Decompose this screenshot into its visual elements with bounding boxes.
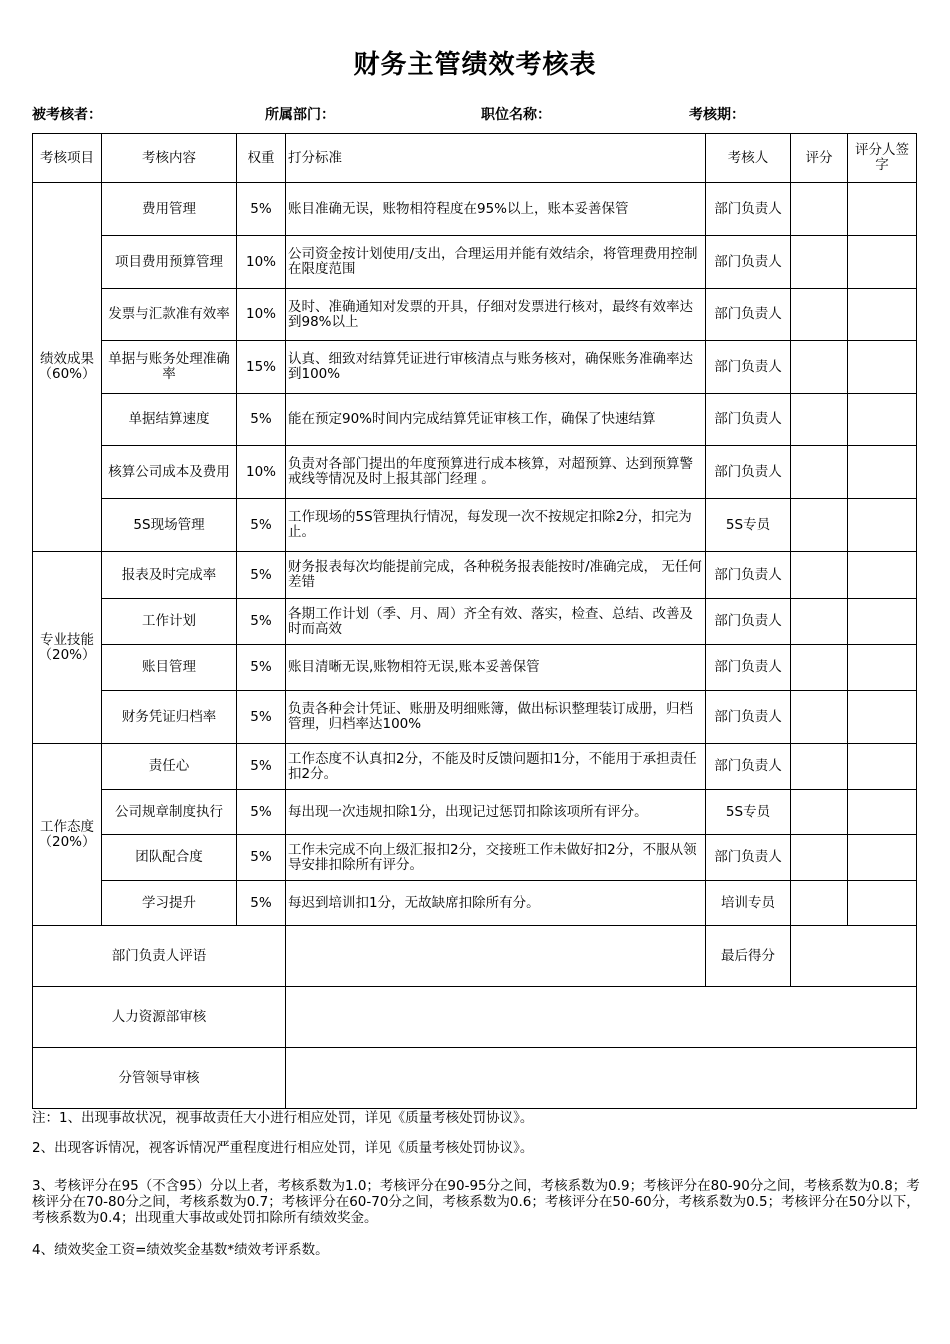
score-cell[interactable] — [791, 236, 848, 289]
item-content: 报表及时完成率 — [102, 552, 237, 599]
note-1: 注：1、出现事故状况，视事故责任大小进行相应处罚，详见《质量考核处罚协议》。 — [32, 1110, 534, 1126]
table-row — [33, 289, 917, 341]
hr-review-field[interactable] — [286, 987, 917, 1048]
score-cell[interactable] — [791, 744, 848, 790]
item-assessor: 部门负责人 — [706, 691, 791, 744]
item-assessor: 5S专员 — [706, 790, 791, 835]
group-performance: 绩效成果（60%） — [33, 183, 102, 552]
final-score-field[interactable] — [791, 926, 917, 987]
score-cell[interactable] — [791, 599, 848, 645]
leader-review-row — [33, 1048, 917, 1109]
dept-comment-field[interactable] — [286, 926, 706, 987]
table-row — [33, 645, 917, 691]
table-row — [33, 499, 917, 552]
item-assessor: 部门负责人 — [706, 289, 791, 341]
item-criteria: 公司资金按计划使用/支出，合理运用并能有效结余，将管理费用控制在限度范围 — [286, 236, 706, 289]
table-row — [33, 552, 917, 599]
item-weight: 5% — [237, 394, 286, 446]
signature-cell[interactable] — [848, 744, 917, 790]
hr-review-row — [33, 987, 917, 1048]
item-criteria: 能在预定90%时间内完成结算凭证审核工作，确保了快速结算 — [286, 394, 706, 446]
signature-cell[interactable] — [848, 446, 917, 499]
item-assessor: 部门负责人 — [706, 645, 791, 691]
item-assessor: 部门负责人 — [706, 446, 791, 499]
item-criteria: 财务报表每次均能提前完成，各种税务报表能按时/准确完成， 无任何差错 — [286, 552, 706, 599]
signature-cell[interactable] — [848, 790, 917, 835]
header-criteria: 打分标准 — [286, 134, 706, 183]
table-row — [33, 236, 917, 289]
item-weight: 5% — [237, 499, 286, 552]
item-weight: 15% — [237, 341, 286, 394]
item-criteria: 负责各种会计凭证、账册及明细账簿，做出标识整理装订成册，归档管理，归档率达100% — [286, 691, 706, 744]
score-cell[interactable] — [791, 691, 848, 744]
item-weight: 5% — [237, 691, 286, 744]
item-criteria: 负责对各部门提出的年度预算进行成本核算，对超预算、达到预算警戒线等情况及时上报其部门经理 。 — [286, 446, 706, 499]
table-row — [33, 881, 917, 926]
item-criteria: 工作未完成不向上级汇报扣2分，交接班工作未做好扣2分，不服从领导安排扣除所有评分。 — [286, 835, 706, 881]
group-skills: 专业技能（20%） — [33, 552, 102, 744]
item-content: 项目费用预算管理 — [102, 236, 237, 289]
leader-review-field[interactable] — [286, 1048, 917, 1109]
item-criteria: 工作态度不认真扣2分，不能及时反馈问题扣1分，不能用于承担责任扣2分。 — [286, 744, 706, 790]
header-category: 考核项目 — [33, 134, 102, 183]
item-assessor: 部门负责人 — [706, 394, 791, 446]
item-criteria: 各期工作计划（季、月、周）齐全有效、落实，检查、总结、改善及时而高效 — [286, 599, 706, 645]
score-cell[interactable] — [791, 341, 848, 394]
header-assessor: 考核人 — [706, 134, 791, 183]
item-criteria: 及时、准确通知对发票的开具，仔细对发票进行核对，最终有效率达到98%以上 — [286, 289, 706, 341]
item-assessor: 部门负责人 — [706, 599, 791, 645]
position-label: 职位名称： — [481, 107, 551, 123]
item-assessor: 部门负责人 — [706, 236, 791, 289]
score-cell[interactable] — [791, 835, 848, 881]
signature-cell[interactable] — [848, 394, 917, 446]
table-row — [33, 599, 917, 645]
item-weight: 5% — [237, 552, 286, 599]
signature-cell[interactable] — [848, 183, 917, 236]
dept-comment-label: 部门负责人评语 — [33, 926, 286, 987]
item-assessor: 部门负责人 — [706, 835, 791, 881]
dept-comment-row — [33, 926, 917, 987]
score-cell[interactable] — [791, 881, 848, 926]
score-cell[interactable] — [791, 446, 848, 499]
item-criteria: 账目准确无误，账物相符程度在95%以上，账本妥善保管 — [286, 183, 706, 236]
page-title: 财务主管绩效考核表 — [353, 50, 597, 80]
item-content: 单据与账务处理准确率 — [102, 341, 237, 394]
item-weight: 10% — [237, 289, 286, 341]
signature-cell[interactable] — [848, 881, 917, 926]
leader-review-label: 分管领导审核 — [33, 1048, 286, 1109]
item-criteria: 账目清晰无误,账物相符无误,账本妥善保管 — [286, 645, 706, 691]
score-cell[interactable] — [791, 183, 848, 236]
hr-review-label: 人力资源部审核 — [33, 987, 286, 1048]
score-cell[interactable] — [791, 552, 848, 599]
item-content: 核算公司成本及费用 — [102, 446, 237, 499]
note-4: 4、绩效奖金工资=绩效奖金基数*绩效考评系数。 — [32, 1242, 329, 1258]
signature-cell[interactable] — [848, 499, 917, 552]
item-content: 团队配合度 — [102, 835, 237, 881]
item-criteria: 工作现场的5S管理执行情况，每发现一次不按规定扣除2分，扣完为止。 — [286, 499, 706, 552]
signature-cell[interactable] — [848, 236, 917, 289]
header-score: 评分 — [791, 134, 848, 183]
note-3: 3、考核评分在95（不含95）分以上者，考核系数为1.0；考核评分在90-95分之间，考核系数为0.9；考核评分在80-90分之间，考核系数为0.8；考核评分在70-80分之间，考核系数为0.7；考核评分在60-70分之间，考核系数为0.6；考核评分在50-60分，考核系数为0.5；考核评分在50分以下，考核系数为0.4；出现重大事故或处罚扣除所有绩效奖金。 — [32, 1178, 920, 1226]
item-content: 学习提升 — [102, 881, 237, 926]
score-cell[interactable] — [791, 289, 848, 341]
assessment-table — [32, 133, 917, 1109]
item-assessor: 5S专员 — [706, 499, 791, 552]
header-signature: 评分人签字 — [848, 134, 917, 183]
note-2: 2、出现客诉情况，视客诉情况严重程度进行相应处罚，详见《质量考核处罚协议》。 — [32, 1140, 534, 1156]
item-weight: 10% — [237, 236, 286, 289]
final-score-label: 最后得分 — [706, 926, 791, 987]
period-label: 考核期： — [689, 107, 745, 123]
table-row — [33, 835, 917, 881]
table-row — [33, 183, 917, 236]
header-content: 考核内容 — [102, 134, 237, 183]
item-criteria: 每迟到培训扣1分，无故缺席扣除所有分。 — [286, 881, 706, 926]
department-label: 所属部门： — [265, 107, 335, 123]
item-assessor: 部门负责人 — [706, 744, 791, 790]
item-content: 责任心 — [102, 744, 237, 790]
signature-cell[interactable] — [848, 691, 917, 744]
item-weight: 5% — [237, 599, 286, 645]
item-weight: 5% — [237, 744, 286, 790]
item-assessor: 部门负责人 — [706, 341, 791, 394]
item-criteria: 认真、细致对结算凭证进行审核清点与账务核对，确保账务准确率达到100% — [286, 341, 706, 394]
item-weight: 5% — [237, 645, 286, 691]
score-cell[interactable] — [791, 645, 848, 691]
group-attitude: 工作态度（20%） — [33, 744, 102, 926]
header-row — [33, 134, 917, 183]
signature-cell[interactable] — [848, 289, 917, 341]
table-row — [33, 744, 917, 790]
item-content: 单据结算速度 — [102, 394, 237, 446]
table-row — [33, 790, 917, 835]
score-cell[interactable] — [791, 790, 848, 835]
item-content: 费用管理 — [102, 183, 237, 236]
item-content: 5S现场管理 — [102, 499, 237, 552]
item-weight: 10% — [237, 446, 286, 499]
table-row — [33, 394, 917, 446]
item-assessor: 部门负责人 — [706, 552, 791, 599]
table-row — [33, 446, 917, 499]
item-weight: 5% — [237, 881, 286, 926]
score-cell[interactable] — [791, 499, 848, 552]
signature-cell[interactable] — [848, 599, 917, 645]
item-content: 公司规章制度执行 — [102, 790, 237, 835]
item-content: 财务凭证归档率 — [102, 691, 237, 744]
table-row — [33, 691, 917, 744]
item-weight: 5% — [237, 790, 286, 835]
signature-cell[interactable] — [848, 645, 917, 691]
score-cell[interactable] — [791, 394, 848, 446]
item-assessor: 培训专员 — [706, 881, 791, 926]
item-criteria: 每出现一次违规扣除1分，出现记过惩罚扣除该项所有评分。 — [286, 790, 706, 835]
signature-cell[interactable] — [848, 341, 917, 394]
item-weight: 5% — [237, 183, 286, 236]
item-weight: 5% — [237, 835, 286, 881]
item-content: 账目管理 — [102, 645, 237, 691]
item-content: 工作计划 — [102, 599, 237, 645]
signature-cell[interactable] — [848, 552, 917, 599]
table-row — [33, 341, 917, 394]
item-content: 发票与汇款准有效率 — [102, 289, 237, 341]
assessee-label: 被考核者： — [32, 107, 102, 123]
signature-cell[interactable] — [848, 835, 917, 881]
header-weight: 权重 — [237, 134, 286, 183]
item-assessor: 部门负责人 — [706, 183, 791, 236]
